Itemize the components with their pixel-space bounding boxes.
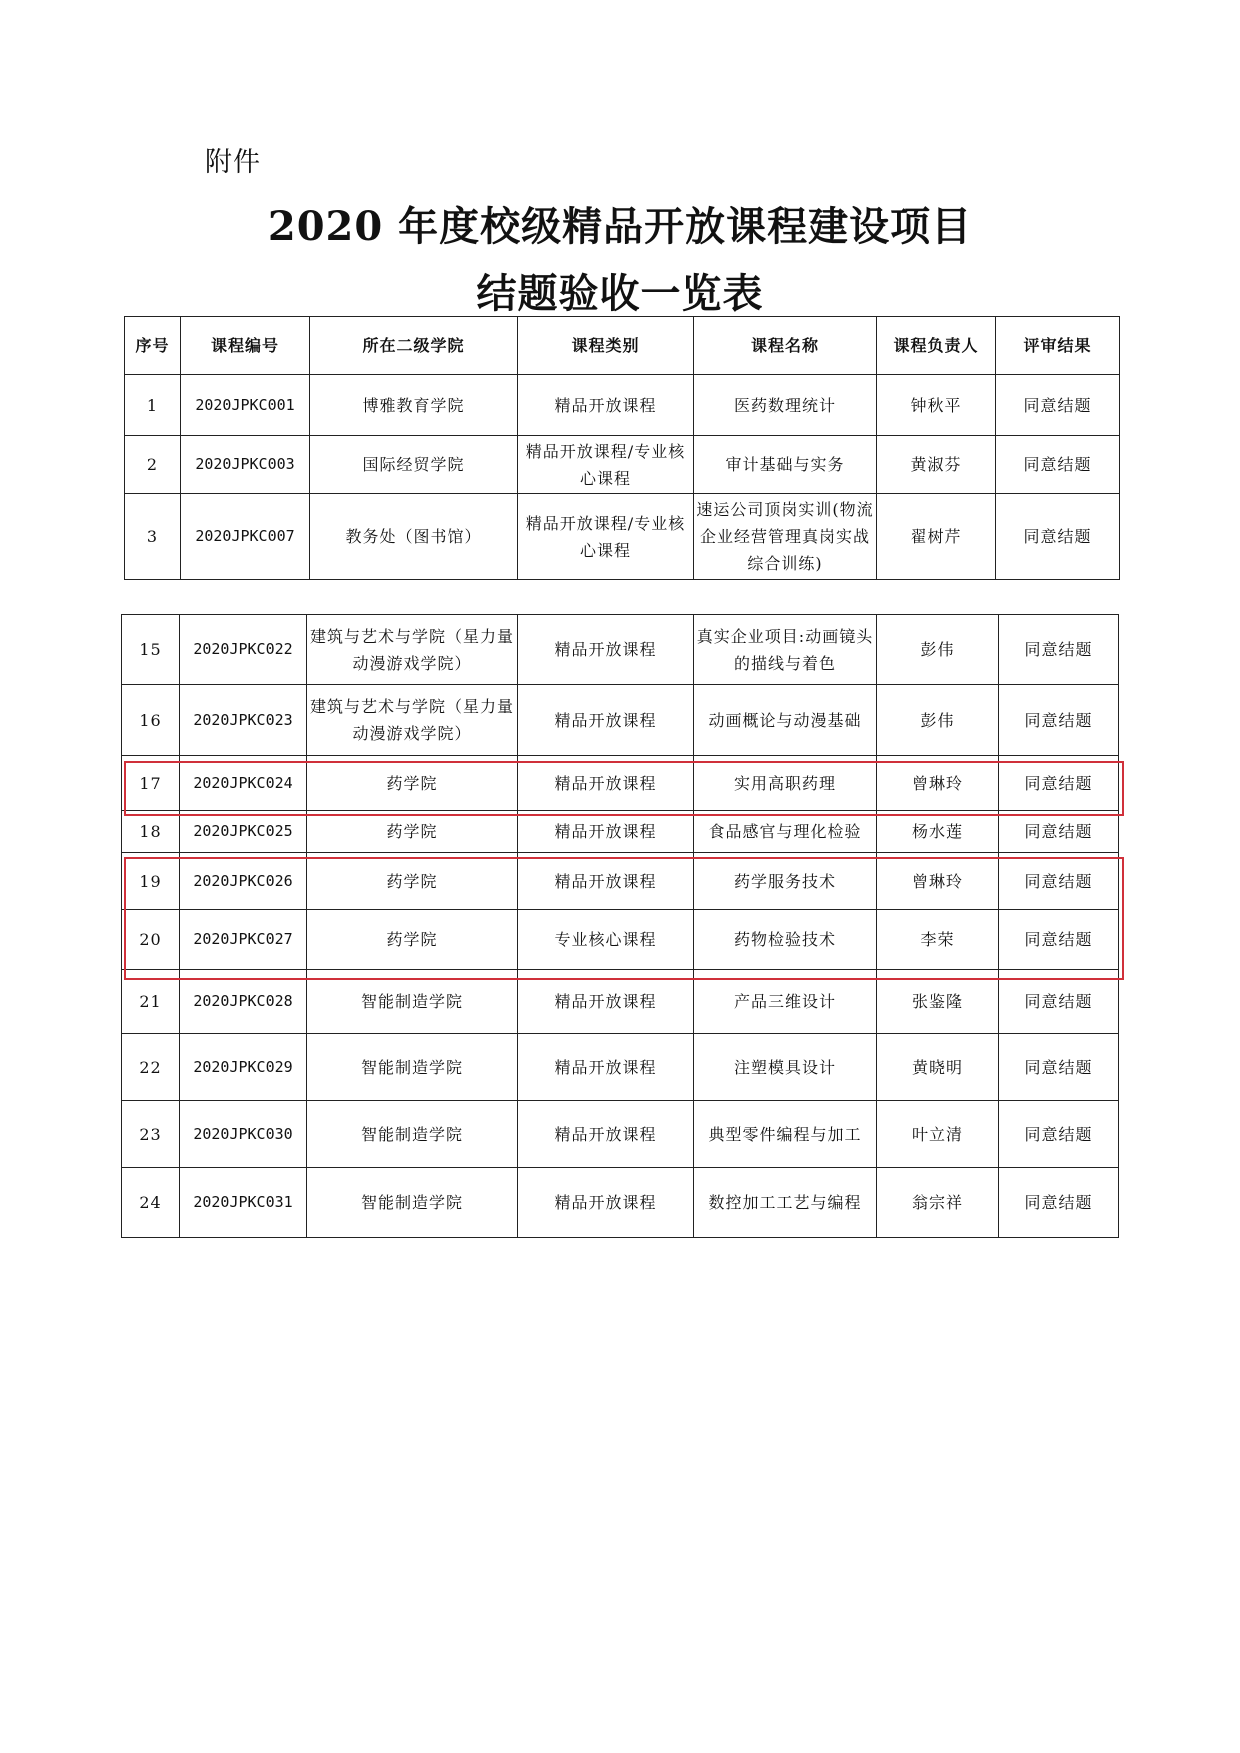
cell-course-name: 产品三维设计 (694, 970, 877, 1034)
cell-course-name: 数控加工工艺与编程 (694, 1168, 877, 1238)
cell-code: 2020JPKC022 (180, 615, 307, 685)
cell-code: 2020JPKC007 (181, 494, 310, 580)
document-subtitle: 结题验收一览表 (476, 270, 764, 317)
cell-course-name: 审计基础与实务 (694, 436, 877, 494)
cell-result: 同意结题 (999, 1101, 1119, 1168)
header-no: 序号 (125, 317, 181, 375)
table-header-row (125, 317, 1120, 375)
cell-course-name: 药物检验技术 (694, 910, 877, 970)
table-row (122, 910, 1119, 970)
cell-college: 教务处（图书馆） (310, 494, 518, 580)
table-row (122, 1101, 1119, 1168)
table-row (122, 685, 1119, 756)
cell-result: 同意结题 (996, 375, 1120, 436)
cell-lead: 曾琳玲 (877, 756, 999, 811)
cell-college: 博雅教育学院 (310, 375, 518, 436)
attachment-label: 附件 (205, 147, 261, 178)
cell-category: 精品开放课程/专业核心课程 (518, 494, 694, 580)
cell-lead: 彭伟 (877, 685, 999, 756)
cell-college: 药学院 (307, 853, 518, 910)
cell-course-name: 动画概论与动漫基础 (694, 685, 877, 756)
table-row (122, 811, 1119, 853)
cell-college: 建筑与艺术与学院（星力量动漫游戏学院） (307, 615, 518, 685)
header-code: 课程编号 (181, 317, 310, 375)
cell-no: 3 (125, 494, 181, 580)
cell-result: 同意结题 (999, 970, 1119, 1034)
table-row (122, 970, 1119, 1034)
cell-college: 智能制造学院 (307, 1101, 518, 1168)
cell-category: 精品开放课程 (518, 615, 694, 685)
document-title: 2020 年度校级精品开放课程建设项目 (267, 203, 973, 250)
cell-lead: 张鉴隆 (877, 970, 999, 1034)
cell-category: 精品开放课程 (518, 970, 694, 1034)
cell-college: 药学院 (307, 910, 518, 970)
cell-college: 智能制造学院 (307, 1168, 518, 1238)
cell-lead: 翟树芹 (877, 494, 996, 580)
cell-college: 药学院 (307, 756, 518, 811)
cell-college: 国际经贸学院 (310, 436, 518, 494)
cell-course-name: 医药数理统计 (694, 375, 877, 436)
header-result: 评审结果 (996, 317, 1120, 375)
table-row (122, 615, 1119, 685)
cell-course-name: 实用高职药理 (694, 756, 877, 811)
cell-college: 智能制造学院 (307, 1034, 518, 1101)
table-row (122, 756, 1119, 811)
cell-category: 精品开放课程 (518, 685, 694, 756)
cell-code: 2020JPKC001 (181, 375, 310, 436)
table-row (125, 436, 1120, 494)
cell-lead: 叶立清 (877, 1101, 999, 1168)
header-name: 课程名称 (694, 317, 877, 375)
table-row (122, 1034, 1119, 1101)
cell-college: 智能制造学院 (307, 970, 518, 1034)
cell-code: 2020JPKC029 (180, 1034, 307, 1101)
acceptance-table-bottom (121, 614, 1119, 1238)
cell-result: 同意结题 (996, 436, 1120, 494)
cell-course-name: 注塑模具设计 (694, 1034, 877, 1101)
cell-course-name: 典型零件编程与加工 (694, 1101, 877, 1168)
cell-lead: 李荣 (877, 910, 999, 970)
cell-category: 精品开放课程 (518, 375, 694, 436)
cell-course-name: 真实企业项目:动画镜头的描线与着色 (694, 615, 877, 685)
cell-lead: 彭伟 (877, 615, 999, 685)
cell-result: 同意结题 (999, 615, 1119, 685)
cell-lead: 翁宗祥 (877, 1168, 999, 1238)
cell-no: 19 (122, 853, 180, 910)
cell-code: 2020JPKC023 (180, 685, 307, 756)
cell-category: 精品开放课程 (518, 756, 694, 811)
cell-college: 药学院 (307, 811, 518, 853)
cell-code: 2020JPKC030 (180, 1101, 307, 1168)
cell-result: 同意结题 (999, 1034, 1119, 1101)
table-row (122, 1168, 1119, 1238)
cell-category: 精品开放课程 (518, 1168, 694, 1238)
cell-category: 精品开放课程 (518, 853, 694, 910)
cell-code: 2020JPKC024 (180, 756, 307, 811)
cell-result: 同意结题 (999, 910, 1119, 970)
cell-result: 同意结题 (999, 811, 1119, 853)
cell-course-name: 药学服务技术 (694, 853, 877, 910)
cell-result: 同意结题 (999, 685, 1119, 756)
table-row (122, 853, 1119, 910)
cell-code: 2020JPKC026 (180, 853, 307, 910)
cell-code: 2020JPKC025 (180, 811, 307, 853)
header-college: 所在二级学院 (310, 317, 518, 375)
table-row (125, 494, 1120, 580)
cell-lead: 钟秋平 (877, 375, 996, 436)
cell-course-name: 食品感官与理化检验 (694, 811, 877, 853)
cell-no: 1 (125, 375, 181, 436)
cell-result: 同意结题 (999, 853, 1119, 910)
header-category: 课程类别 (518, 317, 694, 375)
cell-no: 24 (122, 1168, 180, 1238)
cell-no: 21 (122, 970, 180, 1034)
cell-college: 建筑与艺术与学院（星力量动漫游戏学院） (307, 685, 518, 756)
cell-category: 专业核心课程 (518, 910, 694, 970)
cell-result: 同意结题 (999, 1168, 1119, 1238)
cell-lead: 杨水莲 (877, 811, 999, 853)
cell-no: 16 (122, 685, 180, 756)
cell-no: 22 (122, 1034, 180, 1101)
cell-result: 同意结题 (999, 756, 1119, 811)
cell-lead: 黄晓明 (877, 1034, 999, 1101)
cell-no: 20 (122, 910, 180, 970)
cell-category: 精品开放课程/专业核心课程 (518, 436, 694, 494)
table-row (125, 375, 1120, 436)
cell-no: 15 (122, 615, 180, 685)
cell-lead: 曾琳玲 (877, 853, 999, 910)
cell-no: 17 (122, 756, 180, 811)
cell-no: 2 (125, 436, 181, 494)
cell-course-name: 速运公司顶岗实训(物流企业经营管理真岗实战综合训练) (694, 494, 877, 580)
cell-code: 2020JPKC027 (180, 910, 307, 970)
cell-no: 18 (122, 811, 180, 853)
cell-category: 精品开放课程 (518, 811, 694, 853)
acceptance-table-top (124, 316, 1120, 580)
cell-code: 2020JPKC028 (180, 970, 307, 1034)
header-lead: 课程负责人 (877, 317, 996, 375)
cell-lead: 黄淑芬 (877, 436, 996, 494)
cell-code: 2020JPKC003 (181, 436, 310, 494)
cell-category: 精品开放课程 (518, 1034, 694, 1101)
cell-code: 2020JPKC031 (180, 1168, 307, 1238)
cell-no: 23 (122, 1101, 180, 1168)
cell-category: 精品开放课程 (518, 1101, 694, 1168)
cell-result: 同意结题 (996, 494, 1120, 580)
